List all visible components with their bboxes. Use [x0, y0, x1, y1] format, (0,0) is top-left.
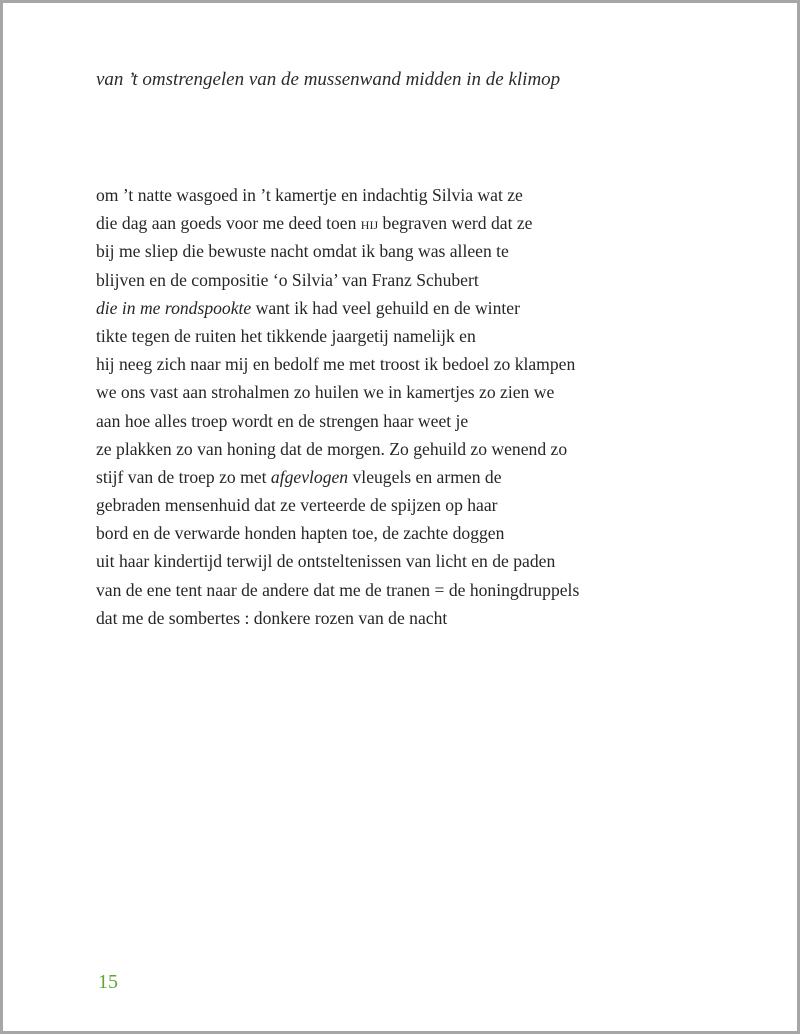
small-caps-word: hij [360, 213, 379, 234]
poem-line: bij me sliep die bewuste nacht omdat ik bang was alleen te [96, 241, 509, 262]
poem-line: aan hoe alles troep wordt en de strengen haar weet je [96, 410, 469, 431]
poem-line: van de ene tent naar de andere dat me de tranen = de honingdruppels [96, 579, 580, 600]
poem-line: uit haar kindertijd terwijl de ontsteltenissen van licht en de paden [96, 551, 556, 572]
poem-line: ze plakken zo van honing dat de morgen. Zo gehuild zo wenend zo [96, 438, 568, 459]
poem-line: om ’t natte wasgoed in ’t kamertje en indachtig Silvia wat ze [96, 185, 523, 205]
poem-line: blijven en de compositie ‘o Silvia’ van Franz Schubert [96, 269, 479, 290]
poem-line: die in me rondspookte want ik had veel gehuild en de winter [96, 297, 520, 318]
poem-line: tikte tegen de ruiten het tikkende jaargetij namelijk en [96, 325, 476, 346]
poem-line: we ons vast aan strohalmen zo huilen we in kamertjes zo zien we [96, 382, 555, 403]
poem-body [96, 181, 579, 632]
poem-line: bord en de verwarde honden hapten toe, de zachte doggen [96, 523, 505, 544]
italic-word: afgevlogen [270, 466, 349, 487]
poem-line: gebraden mensenhuid dat ze verteerde de spijzen op haar [96, 495, 498, 516]
poem-line: die dag aan goeds voor me deed toen hij begraven werd dat ze [96, 213, 533, 234]
poem-heading: van ’t omstrengelen van de mussenwand midden in de klimop [96, 69, 561, 90]
poem-line: dat me de sombertes : donkere rozen van de nacht [96, 607, 448, 628]
italic-phrase: die in me rondspookte [96, 297, 252, 318]
poem-line: stijf van de troep zo met afgevlogen vleugels en armen de [96, 466, 502, 487]
poem-line: hij neeg zich naar mij en bedolf me met troost ik bedoel zo klampen [96, 354, 576, 375]
page-number: 15 [98, 971, 118, 993]
